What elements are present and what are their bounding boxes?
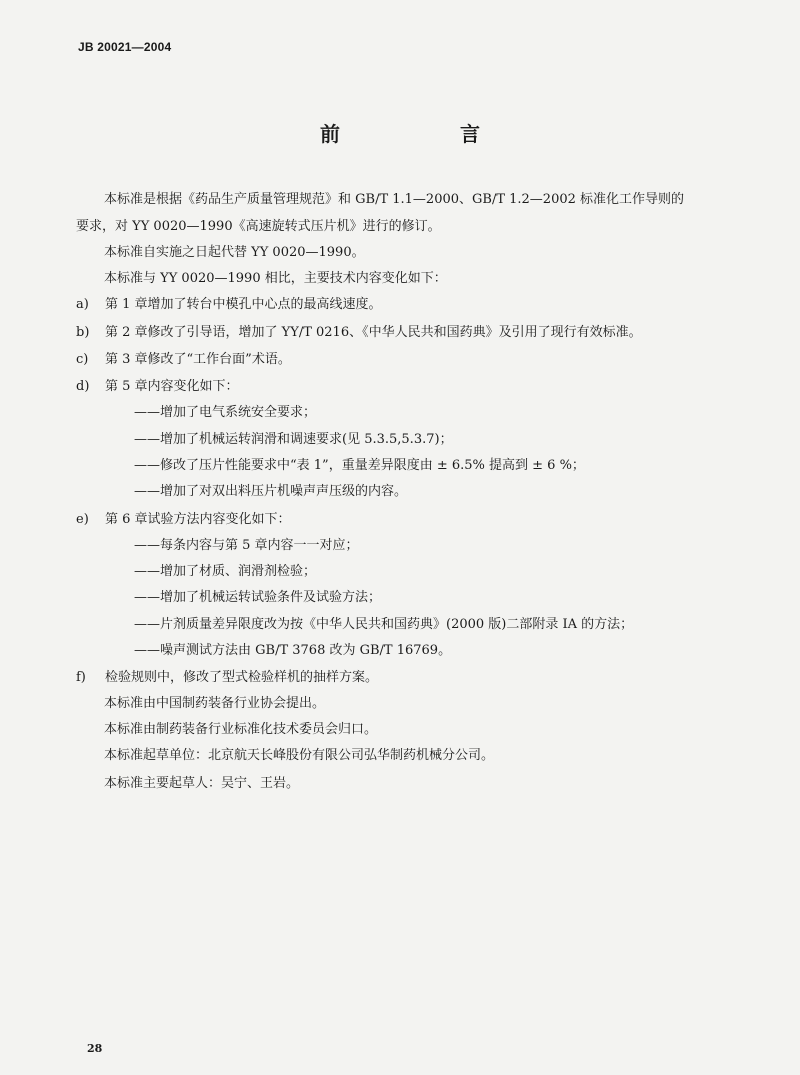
list-marker: a): [76, 297, 89, 312]
page-number: 28: [87, 1042, 103, 1055]
list-item-text: 第 1 章增加了转台中模孔中心点的最高线速度。: [105, 297, 382, 312]
list-marker: e): [76, 512, 89, 527]
paragraph-line: 本标准自实施之日起代替 YY 0020—1990。: [104, 245, 365, 260]
list-item-text: 第 5 章内容变化如下：: [105, 379, 239, 394]
sub-item: ——每条内容与第 5 章内容一一对应；: [134, 538, 359, 553]
paragraph-line: 本标准由中国制药装备行业协会提出。: [104, 696, 326, 711]
paragraph-line: 本标准起草单位：北京航天长峰股份有限公司弘华制药机械分公司。: [104, 748, 495, 763]
list-item-b: [76, 325, 642, 341]
list-marker: b): [76, 325, 90, 340]
list-marker: c): [76, 352, 89, 367]
list-item-f: [76, 670, 378, 686]
list-marker: f): [76, 670, 86, 685]
list-item-text: 第 6 章试验方法内容变化如下：: [105, 512, 291, 527]
paragraph-line: 本标准是根据《药品生产质量管理规范》和 GB/T 1.1—2000、GB/T 1.2—2002 标准化工作导则的: [104, 192, 685, 207]
sub-item: ——增加了材质、润滑剂检验；: [134, 564, 317, 579]
list-item-c: [76, 352, 291, 368]
paragraph-line: 本标准由制药装备行业标准化技术委员会归口。: [104, 722, 378, 737]
list-item-a: [76, 297, 382, 313]
sub-item: ——增加了对双出料压片机噪声声压级的内容。: [134, 484, 408, 499]
page-title: 前 言: [320, 122, 530, 146]
sub-item: ——噪声测试方法由 GB/T 3768 改为 GB/T 16769。: [134, 643, 452, 658]
list-item-text: 检验规则中，修改了型式检验样机的抽样方案。: [105, 670, 379, 685]
list-item-text: 第 3 章修改了“工作台面”术语。: [105, 352, 291, 367]
paragraph-line: 本标准主要起草人：吴宁、王岩。: [104, 776, 300, 791]
list-marker: d): [76, 379, 90, 394]
paragraph-line: 要求，对 YY 0020—1990《高速旋转式压片机》进行的修订。: [76, 219, 441, 234]
list-item-e: [76, 512, 291, 528]
sub-item: ——修改了压片性能要求中“表 1”，重量差异限度由 ± 6.5% 提高到 ± 6 %；: [134, 458, 585, 473]
list-item-text: 第 2 章修改了引导语，增加了 YY/T 0216、《中华人民共和国药典》及引用了现行有效标准。: [105, 325, 642, 340]
paragraph-line: 本标准与 YY 0020—1990 相比，主要技术内容变化如下：: [104, 271, 447, 286]
sub-item: ——增加了电气系统安全要求；: [134, 405, 317, 420]
sub-item: ——增加了机械运转试验条件及试验方法；: [134, 590, 382, 605]
sub-item: ——增加了机械运转润滑和调速要求(见 5.3.5,5.3.7)；: [134, 432, 453, 447]
list-item-d: [76, 379, 239, 395]
standard-code: JB 20021—2004: [78, 40, 172, 54]
sub-item: ——片剂质量差异限度改为按《中华人民共和国药典》(2000 版)二部附录 IA 的方法；: [134, 617, 634, 632]
